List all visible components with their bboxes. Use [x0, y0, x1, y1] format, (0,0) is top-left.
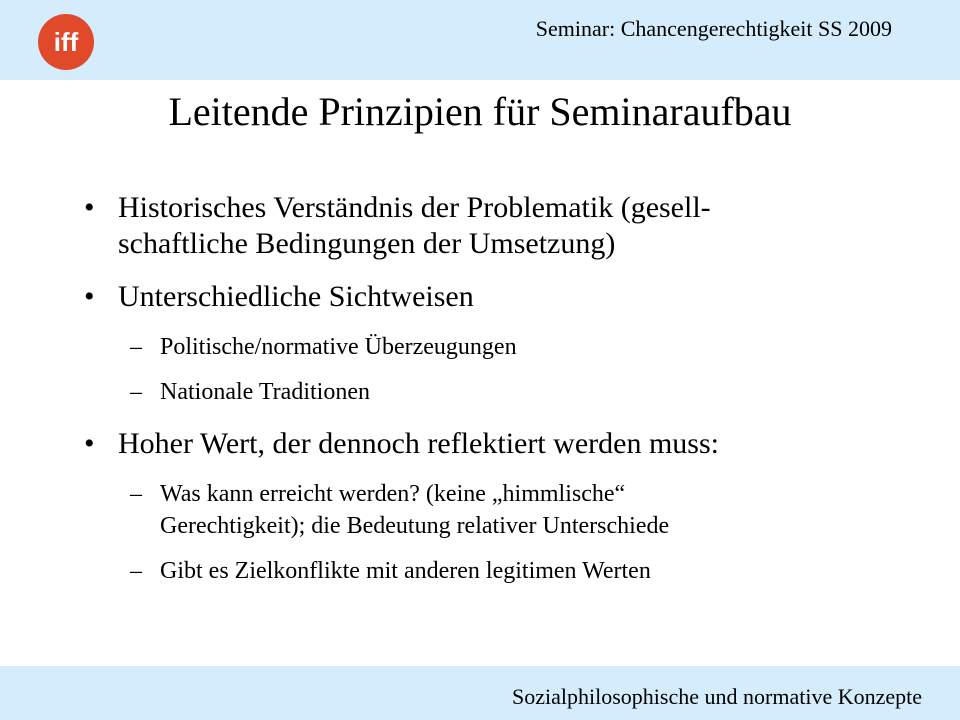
sub-dash: –	[130, 557, 142, 584]
sub-item	[84, 332, 884, 364]
sub-line: Gerechtigkeit); die Bedeutung relativer Unterschiede	[160, 512, 670, 539]
sub-dash: –	[130, 480, 142, 507]
sub-line: Gibt es Zielkonflikte mit anderen legitimen Werten	[160, 557, 651, 584]
bullet-dot: •	[84, 191, 95, 224]
bullet-dot: •	[84, 280, 95, 313]
logo-text: iff	[53, 27, 79, 57]
sub-line: Nationale Traditionen	[160, 378, 370, 405]
iff-logo-mark	[38, 14, 94, 70]
bullet-dot: •	[84, 426, 95, 460]
bullet-item	[84, 279, 884, 315]
bullet-item	[84, 190, 884, 262]
iff-logo	[38, 14, 94, 70]
sub-item	[84, 556, 884, 588]
sub-line: Politische/normative Überzeugungen	[160, 334, 517, 360]
bullet-line: Historisches Verständnis der Problematik (gesell-	[118, 191, 711, 224]
bullet-line: schaftliche Bedingungen der Umsetzung)	[118, 227, 616, 260]
sub-item	[84, 479, 884, 543]
bullet-line: Unterschiedliche Sichtweisen	[118, 280, 474, 313]
sub-dash: –	[130, 378, 142, 405]
slide-title: Leitende Prinzipien für Seminaraufbau	[168, 89, 792, 134]
bullet-line: Hoher Wert, der dennoch reflektiert werden muss:	[118, 426, 719, 460]
slide-content	[84, 190, 884, 588]
sub-dash: –	[130, 334, 142, 360]
bullet-item	[84, 426, 884, 462]
seminar-title: Seminar: Chancengerechtigkeit SS 2009	[535, 16, 892, 41]
sub-line: Was kann erreicht werden? (keine „himmlische“	[160, 480, 626, 507]
sub-item	[84, 377, 884, 409]
footer-text: Sozialphilosophische und normative Konzepte	[512, 684, 922, 709]
